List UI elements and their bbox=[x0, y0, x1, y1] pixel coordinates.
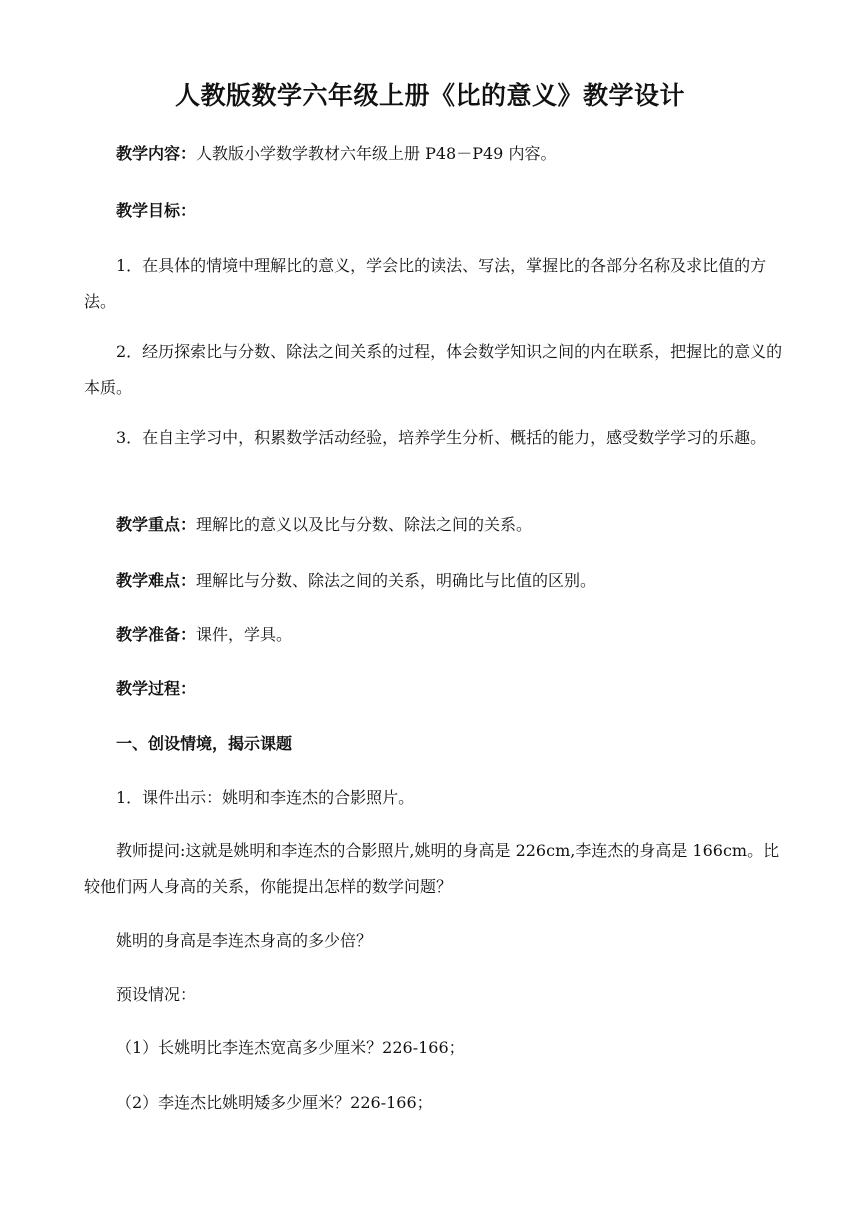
preset-case-2: （2）李连杰比姚明矮多少厘米？226-166； bbox=[116, 1093, 433, 1112]
process-heading: 教学过程： bbox=[116, 679, 197, 698]
difficulties-label: 教学难点： bbox=[116, 571, 197, 590]
key-points-text: 理解比的意义以及比与分数、除法之间的关系。 bbox=[196, 515, 533, 534]
key-points-paragraph bbox=[84, 507, 784, 543]
goal-item-2: 2．经历探索比与分数、除法之间关系的过程，体会数学知识之间的内在联系，把握比的意义的本质。 bbox=[84, 342, 783, 397]
content-text: 人教版小学数学教材六年级上册 P48－P49 内容。 bbox=[196, 144, 557, 163]
preparation-paragraph bbox=[84, 617, 784, 653]
content-label: 教学内容： bbox=[116, 144, 197, 163]
section-1-heading: 一、创设情境，揭示课题 bbox=[116, 734, 293, 753]
preset-label: 预设情况： bbox=[116, 985, 197, 1004]
document-title: 人教版数学六年级上册《比的意义》教学设计 bbox=[174, 81, 685, 110]
teacher-question: 教师提问:这就是姚明和李连杰的合影照片,姚明的身高是 226cm,李连杰的身高是 166cm。比较他们两人身高的关系，你能提出怎样的数学问题？ bbox=[84, 841, 780, 896]
preparation-label: 教学准备： bbox=[116, 625, 197, 644]
goals-heading: 教学目标： bbox=[116, 201, 197, 220]
content-paragraph bbox=[84, 136, 784, 172]
student-question: 姚明的身高是李连杰身高的多少倍？ bbox=[116, 931, 373, 950]
goal-item-1: 1．在具体的情境中理解比的意义，学会比的读法、写法，掌握比的各部分名称及求比值的方法。 bbox=[84, 256, 767, 311]
key-points-label: 教学重点： bbox=[116, 515, 197, 534]
section-1-step-1: 1．课件出示：姚明和李连杰的合影照片。 bbox=[116, 788, 415, 807]
goal-item-3: 3．在自主学习中，积累数学活动经验，培养学生分析、概括的能力，感受数学学习的乐趣。 bbox=[116, 428, 767, 447]
preparation-text: 课件，学具。 bbox=[196, 625, 293, 644]
difficulties-text: 理解比与分数、除法之间的关系，明确比与比值的区别。 bbox=[196, 571, 597, 590]
preset-case-1: （1）长姚明比李连杰宽高多少厘米？226-166； bbox=[116, 1038, 465, 1057]
difficulties-paragraph bbox=[84, 563, 784, 599]
